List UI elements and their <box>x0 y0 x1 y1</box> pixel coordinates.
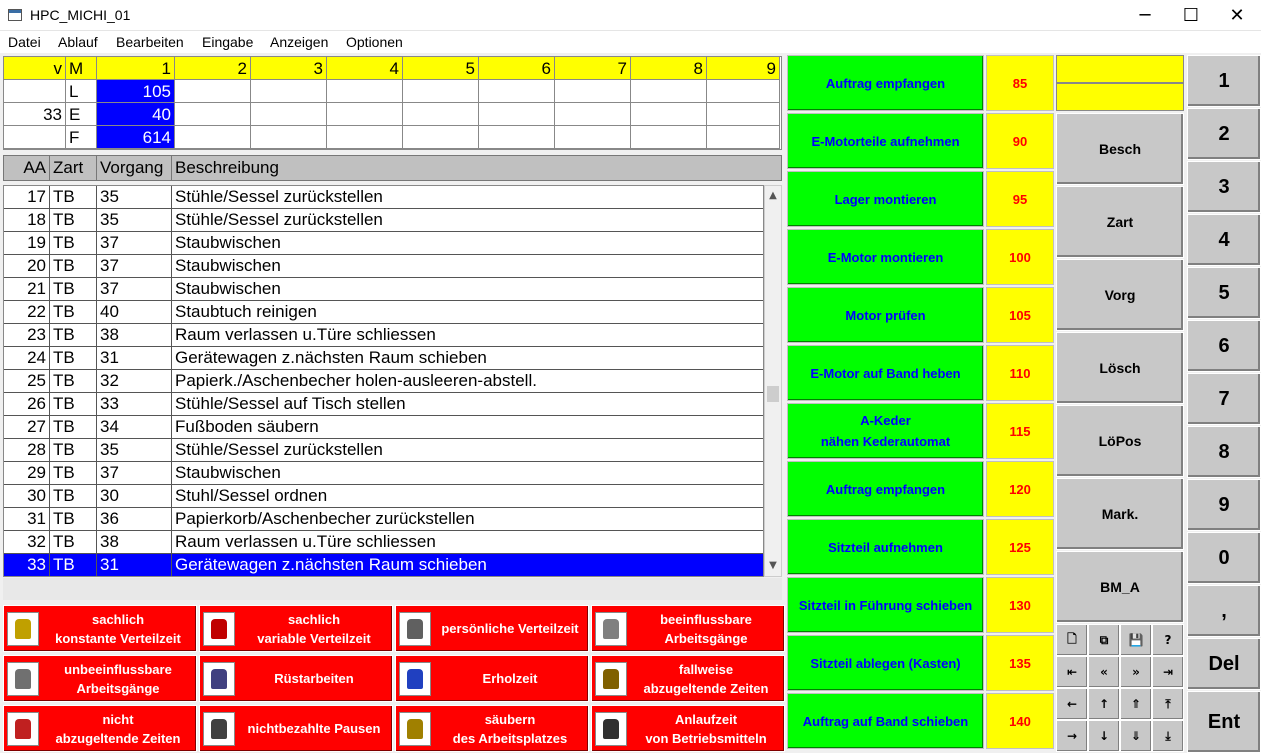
operation-button[interactable] <box>787 229 984 285</box>
row-vorgang: 35 <box>97 186 172 208</box>
grid-empty-cell[interactable] <box>175 80 251 103</box>
operation-label-line1: E-Motor auf Band heben <box>810 365 961 381</box>
category-label-line1: sachlich <box>91 611 145 627</box>
row-aa: 25 <box>4 370 50 392</box>
category-label-line2: variable Verteilzeit <box>257 630 371 646</box>
down-arrow-icon[interactable]: ↓ <box>1088 720 1120 752</box>
numpad-key[interactable]: 8 <box>1187 426 1261 478</box>
crossed-person-icon <box>7 712 39 746</box>
grid-empty-cell[interactable] <box>555 103 631 126</box>
table-row[interactable] <box>4 462 763 485</box>
category-label <box>42 656 194 701</box>
row-beschreibung: Staubwischen <box>175 279 281 298</box>
save-icon[interactable]: 💾 <box>1120 624 1152 656</box>
numpad-key[interactable]: 3 <box>1187 161 1261 213</box>
menu-optionen[interactable]: Optionen <box>346 34 403 50</box>
operation-button[interactable] <box>787 345 984 401</box>
grid-empty-cell[interactable] <box>175 126 251 149</box>
table-row[interactable] <box>4 209 763 232</box>
left-arrow-icon[interactable]: ← <box>1056 688 1088 720</box>
operation-number[interactable]: 105 <box>986 287 1054 343</box>
icon-figure <box>211 719 227 739</box>
operation-number[interactable]: 90 <box>986 113 1054 169</box>
table-row[interactable] <box>4 324 763 347</box>
operation-button[interactable] <box>787 519 984 575</box>
operation-number[interactable]: 110 <box>986 345 1054 401</box>
category-label-line1: Rüstarbeiten <box>274 671 354 686</box>
row-zart: TB <box>50 301 97 323</box>
numpad-key[interactable]: Del <box>1187 638 1261 690</box>
row-beschreibung: Stühle/Sessel zurückstellen <box>175 187 383 206</box>
category-label-line2: Arbeitsgänge <box>664 630 748 646</box>
minimize-button[interactable]: ─ <box>1139 5 1151 26</box>
category-label-line1: sachlich <box>287 611 341 627</box>
category-label-line1: fallweise <box>678 661 734 677</box>
table-row[interactable] <box>4 278 763 301</box>
category-label-line1: Anlaufzeit <box>674 711 738 727</box>
row-vorgang: 37 <box>97 462 172 484</box>
category-button[interactable] <box>3 605 197 652</box>
row-vorgang: 31 <box>97 347 172 369</box>
numpad-key[interactable]: , <box>1187 585 1261 637</box>
broom-icon <box>399 712 431 746</box>
operation-label-line1: Sitzteil ablegen (Kasten) <box>810 655 961 671</box>
grid-empty-cell[interactable] <box>175 103 251 126</box>
menu-bar <box>0 31 1261 53</box>
break-person-icon <box>203 712 235 746</box>
table-row[interactable] <box>4 485 763 508</box>
row-aa: 24 <box>4 347 50 369</box>
grid-empty-cell[interactable] <box>327 103 403 126</box>
grid-header-cell: 7 <box>555 57 631 80</box>
operation-button[interactable] <box>787 287 984 343</box>
grid-empty-cell[interactable] <box>251 103 327 126</box>
row-vorgang: 33 <box>97 393 172 415</box>
category-button[interactable] <box>3 655 197 702</box>
list-header <box>3 155 782 181</box>
grid-empty-cell[interactable] <box>555 126 631 149</box>
row-aa: 30 <box>4 485 50 507</box>
row-beschreibung: Fußboden säubern <box>175 417 319 436</box>
row-aa: 26 <box>4 393 50 415</box>
category-button[interactable] <box>199 705 393 752</box>
row-beschreibung: Gerätewagen z.nächsten Raum schieben <box>175 348 487 367</box>
row-beschreibung: Stühle/Sessel zurückstellen <box>175 440 383 459</box>
worker-icon <box>203 662 235 696</box>
maximize-button[interactable]: ☐ <box>1182 5 1200 26</box>
machine-icon <box>7 662 39 696</box>
row-zart: TB <box>50 554 97 576</box>
icon-figure <box>15 719 31 739</box>
page-up-icon[interactable]: ⇑ <box>1120 688 1152 720</box>
grid-header-cell: 1 <box>97 57 175 80</box>
table-row[interactable] <box>4 347 763 370</box>
side-button-mark[interactable]: Mark. <box>1056 478 1184 550</box>
row-zart: TB <box>50 278 97 300</box>
category-label <box>630 656 782 701</box>
last-icon[interactable]: ⇥ <box>1152 656 1184 688</box>
row-vorgang: 34 <box>97 416 172 438</box>
operation-number[interactable]: 140 <box>986 693 1054 749</box>
table-row[interactable] <box>4 301 763 324</box>
row-aa: 33 <box>4 554 50 576</box>
row-aa: 29 <box>4 462 50 484</box>
title-bar <box>0 0 1261 31</box>
grid-empty-cell[interactable] <box>707 80 780 103</box>
grid-empty-cell[interactable] <box>403 103 479 126</box>
category-button[interactable] <box>395 705 589 752</box>
category-label <box>238 656 390 701</box>
top-icon[interactable]: ⤒ <box>1152 688 1184 720</box>
question-person-icon <box>203 612 235 646</box>
icon-figure <box>603 719 619 739</box>
side-button-zart[interactable]: Zart <box>1056 186 1184 258</box>
table-row[interactable] <box>4 232 763 255</box>
grid-header-cell: 4 <box>327 57 403 80</box>
category-label-line1: beeinflussbare <box>660 611 752 627</box>
row-beschreibung: Staubwischen <box>175 463 281 482</box>
col-header-aa[interactable]: AA <box>4 156 50 180</box>
grid-empty-cell[interactable] <box>403 126 479 149</box>
close-button[interactable]: ✕ <box>1229 5 1245 26</box>
row-vorgang: 30 <box>97 485 172 507</box>
operation-button[interactable] <box>787 577 984 633</box>
col-header-zart[interactable]: Zart <box>50 156 97 180</box>
menu-anzeigen[interactable]: Anzeigen <box>270 34 329 50</box>
activity-list[interactable] <box>3 185 764 577</box>
grid-empty-cell[interactable] <box>631 126 707 149</box>
walking-person-icon <box>595 662 627 696</box>
operation-number[interactable]: 125 <box>986 519 1054 575</box>
operation-number[interactable]: 95 <box>986 171 1054 227</box>
row-zart: TB <box>50 439 97 461</box>
numpad-key[interactable]: 9 <box>1187 479 1261 531</box>
row-zart: TB <box>50 347 97 369</box>
operation-number[interactable]: 120 <box>986 461 1054 517</box>
grid-v-cell[interactable] <box>4 80 66 103</box>
category-label <box>434 656 586 701</box>
first-icon[interactable]: ⇤ <box>1056 656 1088 688</box>
side-button-löpos[interactable]: LöPos <box>1056 405 1184 477</box>
numpad-key[interactable]: 2 <box>1187 108 1261 160</box>
grid-empty-cell[interactable] <box>631 103 707 126</box>
row-vorgang: 40 <box>97 301 172 323</box>
row-vorgang: 35 <box>97 209 172 231</box>
operation-label-line1: E-Motor montieren <box>827 249 944 265</box>
category-label <box>630 706 782 751</box>
grid-empty-cell[interactable] <box>479 80 555 103</box>
icon-figure <box>407 719 423 739</box>
operation-number[interactable]: 85 <box>986 55 1054 111</box>
table-row[interactable] <box>4 186 763 209</box>
row-zart: TB <box>50 393 97 415</box>
input-field-top[interactable] <box>1056 55 1184 83</box>
list-scrollbar[interactable] <box>764 185 782 577</box>
row-vorgang: 35 <box>97 439 172 461</box>
grid-empty-cell[interactable] <box>707 103 780 126</box>
row-aa: 22 <box>4 301 50 323</box>
table-row[interactable] <box>4 554 763 577</box>
row-aa: 23 <box>4 324 50 346</box>
category-label-line1: unbeeinflussbare <box>64 661 172 677</box>
row-aa: 28 <box>4 439 50 461</box>
row-beschreibung: Papierk./Aschenbecher holen-ausleeren-abstell. <box>175 371 537 390</box>
row-zart: TB <box>50 508 97 530</box>
operation-button[interactable] <box>787 113 984 169</box>
numpad-key[interactable]: 6 <box>1187 320 1261 372</box>
category-button[interactable] <box>591 655 785 702</box>
category-label <box>238 706 390 751</box>
numpad-key[interactable]: 1 <box>1187 55 1261 107</box>
category-button[interactable] <box>591 705 785 752</box>
grid-value-cell[interactable]: 614 <box>97 126 175 149</box>
operation-label-line1: Sitzteil aufnehmen <box>828 539 943 555</box>
col-header-beschreibung[interactable]: Beschreibung <box>175 158 279 177</box>
scroll-up-icon[interactable]: ▲ <box>769 190 777 201</box>
category-label-line2: abzugeltende Zeiten <box>643 680 769 696</box>
row-beschreibung: Stuhl/Sessel ordnen <box>175 486 328 505</box>
right-arrow-icon[interactable]: → <box>1056 720 1088 752</box>
row-zart: TB <box>50 485 97 507</box>
grid-header-cell: 8 <box>631 57 707 80</box>
grid-empty-cell[interactable] <box>479 103 555 126</box>
operation-button[interactable] <box>787 693 984 749</box>
row-vorgang: 38 <box>97 324 172 346</box>
operation-label-line1: E-Motorteile aufnehmen <box>811 133 960 149</box>
numpad-key[interactable]: 7 <box>1187 373 1261 425</box>
grid-empty-cell[interactable] <box>251 126 327 149</box>
row-beschreibung: Staubwischen <box>175 256 281 275</box>
side-button-bma[interactable]: BM_A <box>1056 551 1184 623</box>
app-icon <box>8 9 22 21</box>
icon-figure <box>211 669 227 689</box>
copy-icon[interactable]: ⧉ <box>1088 624 1120 656</box>
row-beschreibung: Raum verlassen u.Türe schliessen <box>175 325 436 344</box>
grid-m-cell[interactable]: E <box>66 103 97 126</box>
grid-header-cell: M <box>66 57 97 80</box>
grid-header-cell: 9 <box>707 57 780 80</box>
grid-v-cell[interactable] <box>4 126 66 149</box>
table-row[interactable] <box>4 508 763 531</box>
operation-label-line1: Auftrag auf Band schieben <box>802 713 969 729</box>
operation-button[interactable] <box>787 403 984 459</box>
table-row[interactable] <box>4 439 763 462</box>
side-button-vorg[interactable]: Vorg <box>1056 259 1184 331</box>
row-zart: TB <box>50 209 97 231</box>
window-title: HPC_MICHI_01 <box>30 7 131 23</box>
row-zart: TB <box>50 324 97 346</box>
row-vorgang: 37 <box>97 232 172 254</box>
row-beschreibung: Gerätewagen z.nächsten Raum schieben <box>175 555 487 574</box>
row-beschreibung: Stühle/Sessel zurückstellen <box>175 210 383 229</box>
icon-figure <box>211 619 227 639</box>
row-beschreibung: Staubwischen <box>175 233 281 252</box>
category-button[interactable] <box>395 605 589 652</box>
plug-icon <box>595 712 627 746</box>
page-down-icon[interactable]: ⇓ <box>1120 720 1152 752</box>
icon-figure <box>407 669 423 689</box>
operation-number[interactable]: 100 <box>986 229 1054 285</box>
row-vorgang: 37 <box>97 255 172 277</box>
category-button[interactable] <box>591 605 785 652</box>
row-beschreibung: Papierkorb/Aschenbecher zurückstellen <box>175 509 475 528</box>
new-file-icon[interactable]: 🗋 <box>1056 624 1088 656</box>
menu-eingabe[interactable]: Eingabe <box>202 34 254 50</box>
row-zart: TB <box>50 370 97 392</box>
category-label-line1: säubern <box>484 711 536 727</box>
grid-v-cell[interactable]: 33 <box>4 103 66 126</box>
category-label <box>238 606 390 651</box>
side-button-besch[interactable]: Besch <box>1056 113 1184 185</box>
operation-button[interactable] <box>787 171 984 227</box>
row-zart: TB <box>50 531 97 553</box>
row-vorgang: 36 <box>97 508 172 530</box>
next-page-icon[interactable]: » <box>1120 656 1152 688</box>
category-label <box>42 706 194 751</box>
operation-number[interactable]: 135 <box>986 635 1054 691</box>
grid-empty-cell[interactable] <box>555 80 631 103</box>
table-row[interactable] <box>4 255 763 278</box>
grid-empty-cell[interactable] <box>707 126 780 149</box>
grid-header-cell: 2 <box>175 57 251 80</box>
grid-empty-cell[interactable] <box>631 80 707 103</box>
row-zart: TB <box>50 416 97 438</box>
row-zart: TB <box>50 232 97 254</box>
category-button[interactable] <box>199 655 393 702</box>
row-vorgang: 32 <box>97 370 172 392</box>
icon-figure <box>603 669 619 689</box>
numpad-key[interactable]: 0 <box>1187 532 1261 584</box>
category-label-line2: von Betriebsmitteln <box>645 730 767 746</box>
prev-page-icon[interactable]: « <box>1088 656 1120 688</box>
numpad-key[interactable]: Ent <box>1187 691 1261 753</box>
row-vorgang: 31 <box>97 554 172 576</box>
icon-figure <box>603 619 619 639</box>
icon-figure <box>407 619 423 639</box>
grid-empty-cell[interactable] <box>403 80 479 103</box>
operation-label-line1: Auftrag empfangen <box>825 75 946 91</box>
operation-label-line1: Sitzteil in Führung schieben <box>798 597 973 613</box>
rest-person-icon <box>399 662 431 696</box>
category-label-line1: Erholzeit <box>482 671 538 686</box>
category-button[interactable] <box>395 655 589 702</box>
operation-number[interactable]: 130 <box>986 577 1054 633</box>
grid-header-cell: 3 <box>251 57 327 80</box>
operation-label-line1: Auftrag empfangen <box>825 481 946 497</box>
menu-datei[interactable]: Datei <box>8 34 41 50</box>
row-aa: 19 <box>4 232 50 254</box>
grid-m-cell[interactable]: F <box>66 126 97 149</box>
bottom-icon[interactable]: ⤓ <box>1152 720 1184 752</box>
menu-ablauf[interactable]: Ablauf <box>58 34 98 50</box>
table-row[interactable] <box>4 416 763 439</box>
table-row[interactable] <box>4 393 763 416</box>
operation-label-line1: Motor prüfen <box>845 307 926 323</box>
row-aa: 32 <box>4 531 50 553</box>
row-beschreibung: Staubtuch reinigen <box>175 302 317 321</box>
category-label <box>630 606 782 651</box>
icon-figure <box>15 619 31 639</box>
scroll-thumb[interactable] <box>767 386 779 402</box>
category-label-line2: des Arbeitsplatzes <box>452 730 568 746</box>
col-header-vorgang[interactable]: Vorgang <box>97 156 172 180</box>
grid-value-cell[interactable]: 105 <box>97 80 175 103</box>
grid-empty-cell[interactable] <box>251 80 327 103</box>
hand-icon <box>595 612 627 646</box>
grid-m-cell[interactable]: L <box>66 80 97 103</box>
up-arrow-icon[interactable]: ↑ <box>1088 688 1120 720</box>
grid-header-cell: 6 <box>479 57 555 80</box>
category-label-line2: Arbeitsgänge <box>76 680 160 696</box>
table-row[interactable] <box>4 531 763 554</box>
category-label-line1: nicht <box>102 711 134 727</box>
row-zart: TB <box>50 462 97 484</box>
category-label <box>434 606 586 651</box>
category-label <box>434 706 586 751</box>
row-aa: 18 <box>4 209 50 231</box>
row-aa: 31 <box>4 508 50 530</box>
grid-empty-cell[interactable] <box>327 80 403 103</box>
grid-value-cell[interactable]: 40 <box>97 103 175 126</box>
numpad-key[interactable]: 5 <box>1187 267 1261 319</box>
category-label-line2: konstante Verteilzeit <box>55 630 181 646</box>
category-button[interactable] <box>3 705 197 752</box>
phone-icon <box>399 612 431 646</box>
menu-bearbeiten[interactable]: Bearbeiten <box>116 34 184 50</box>
category-label-line2: abzugeltende Zeiten <box>55 730 181 746</box>
operation-number[interactable]: 115 <box>986 403 1054 459</box>
icon-figure <box>15 669 31 689</box>
grid-empty-cell[interactable] <box>479 126 555 149</box>
help-icon[interactable]: ? <box>1152 624 1184 656</box>
category-label-line1: nichtbezahlte Pausen <box>247 721 381 736</box>
grid-header-cell: 5 <box>403 57 479 80</box>
summary-grid <box>3 56 782 150</box>
category-button[interactable] <box>199 605 393 652</box>
operation-button[interactable] <box>787 55 984 111</box>
row-vorgang: 37 <box>97 278 172 300</box>
grid-empty-cell[interactable] <box>327 126 403 149</box>
operation-button[interactable] <box>787 461 984 517</box>
row-beschreibung: Stühle/Sessel auf Tisch stellen <box>175 394 406 413</box>
row-vorgang: 38 <box>97 531 172 553</box>
row-aa: 27 <box>4 416 50 438</box>
vacuum-cleaner-icon <box>7 612 39 646</box>
category-label-line1: persönliche Verteilzeit <box>441 621 579 636</box>
row-zart: TB <box>50 186 97 208</box>
row-aa: 21 <box>4 278 50 300</box>
table-row[interactable] <box>4 370 763 393</box>
row-aa: 20 <box>4 255 50 277</box>
operation-label-line1: A-Keder <box>860 413 911 428</box>
category-label <box>42 606 194 651</box>
row-zart: TB <box>50 255 97 277</box>
side-button-lösch[interactable]: Lösch <box>1056 332 1184 404</box>
grid-header-cell: v <box>4 57 66 80</box>
scroll-down-icon[interactable]: ▼ <box>769 560 777 571</box>
input-field-bottom[interactable] <box>1056 83 1184 111</box>
operation-label-line1: Lager montieren <box>834 191 937 207</box>
horizontal-scroll-area <box>3 578 782 600</box>
row-aa: 17 <box>4 186 50 208</box>
operation-label-line2: nähen Kederautomat <box>820 434 951 449</box>
operation-button[interactable] <box>787 635 984 691</box>
numpad-key[interactable]: 4 <box>1187 214 1261 266</box>
row-beschreibung: Raum verlassen u.Türe schliessen <box>175 532 436 551</box>
